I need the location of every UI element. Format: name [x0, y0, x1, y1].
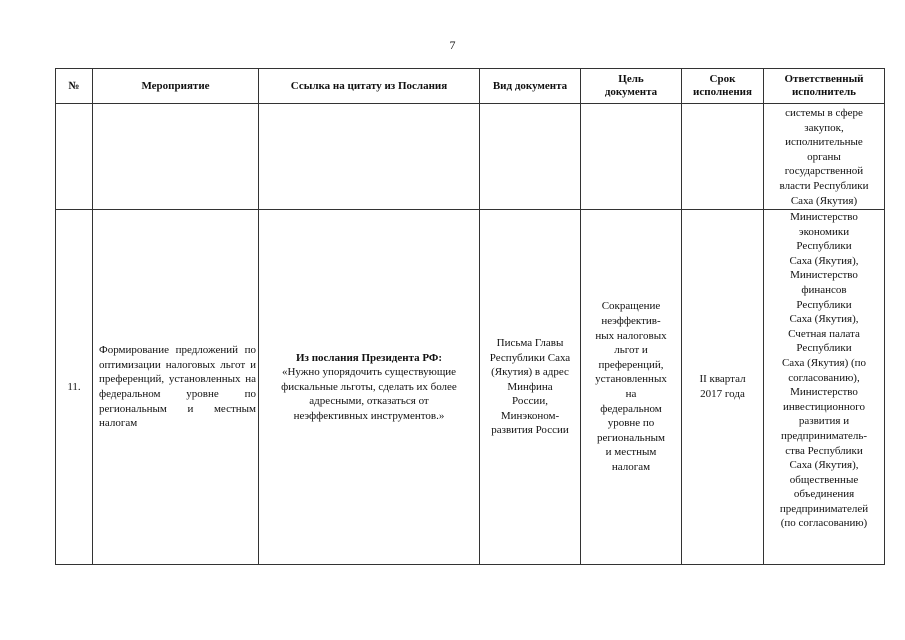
cell-deadline-text: II квартал 2017 года [682, 210, 764, 565]
header-quote-reference: Ссылка на цитату из Послания [259, 69, 480, 104]
cell-document-type [480, 104, 581, 210]
header-deadline: Срок исполнения [682, 69, 764, 104]
table-header-row [56, 69, 885, 104]
header-number: № [56, 69, 93, 104]
cell-quote [259, 104, 480, 210]
cell-goal [581, 104, 682, 210]
cell-document-type-text: Письма Главы Республики Саха (Якутия) в адрес Минфина России, Минэконом- развития России [480, 210, 581, 565]
cell-quote-reference [259, 210, 480, 565]
cell-responsible-text: Министерство экономики Республики Саха (Якутия), Министерство финансов Республики Саха (Якутия), Счетная палата Республики Саха (Якутия) (по согласованию), Министерство инвестиционного развития и предприниматель- ства Республики Саха (Якутия), общественные объединения предпринимателей (по согласованию) [764, 210, 885, 565]
quote-text: «Нужно упорядочить существующие фискальные льготы, сделать их более адресными, отказаться от неэффективных инструментов.» [281, 366, 457, 422]
table-row-11 [56, 210, 885, 565]
header-document-goal: Цель документа [581, 69, 682, 104]
table-row-continued [56, 104, 885, 210]
cell-goal-text: Сокращение неэффектив- ных налоговых льгот и преференций, установленных на федеральном уровне по региональным и местным налогам [581, 210, 682, 565]
action-plan-table [55, 68, 885, 565]
header-event: Мероприятие [93, 69, 259, 104]
cell-responsible-continued: системы в сфере закупок, исполнительные органы государственной власти Республики Саха (Якутия) [764, 104, 885, 210]
header-responsible: Ответственный исполнитель [764, 69, 885, 104]
cell-event-text: Формирование предложений по оптимизации налоговых льгот и преференций, установленных на федеральном уровне по региональным и местным налогам [93, 210, 259, 565]
header-document-type: Вид документа [480, 69, 581, 104]
page-number: 7 [449, 38, 456, 52]
cell-row-number: 11. [56, 210, 93, 565]
cell-event [93, 104, 259, 210]
cell-deadline [682, 104, 764, 210]
quote-title: Из послания Президента РФ: [295, 351, 443, 364]
cell-number [56, 104, 93, 210]
